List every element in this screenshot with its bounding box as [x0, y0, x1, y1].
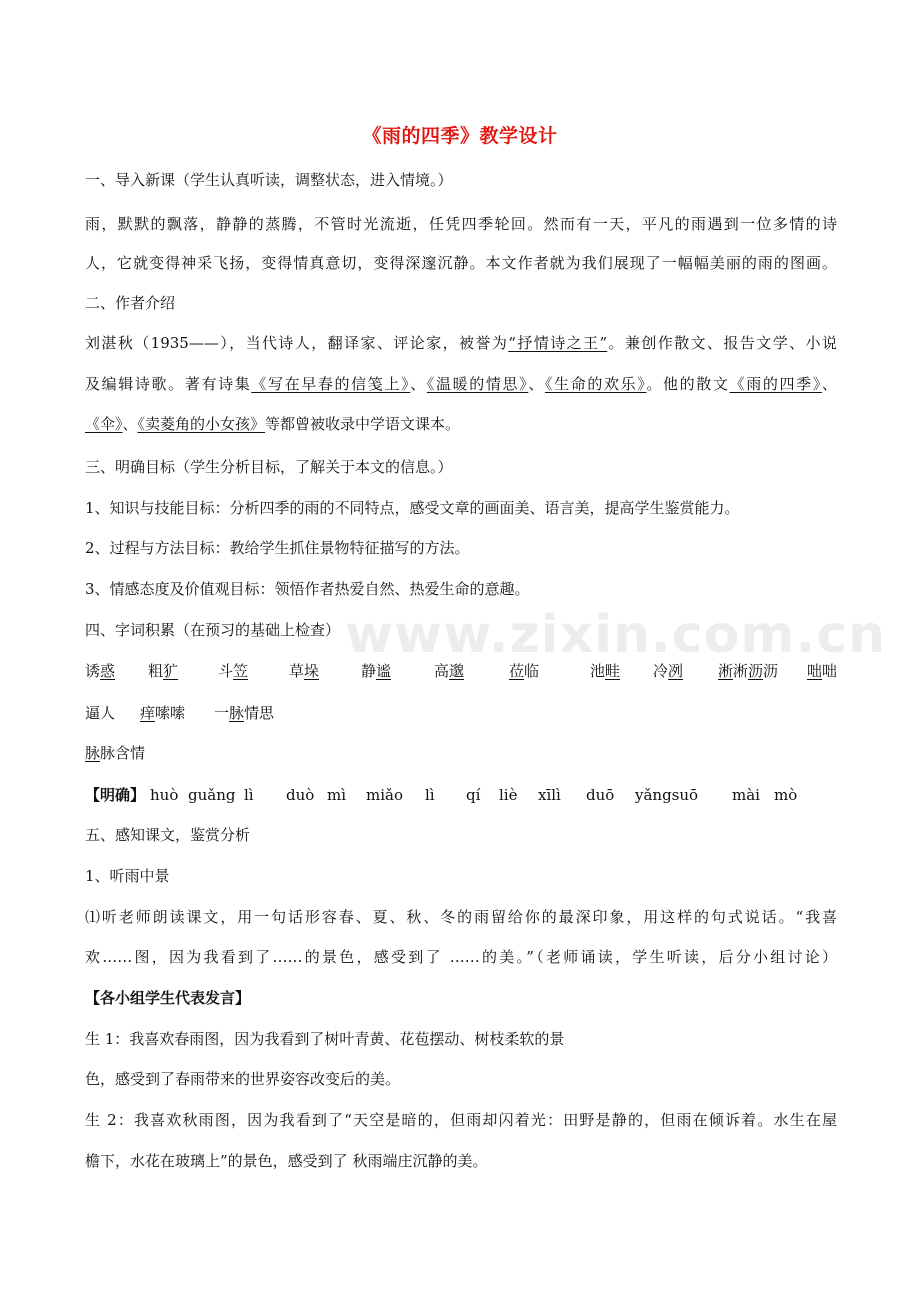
author-text: 。兼创作散文、报告文学、小说 [607, 334, 837, 352]
pinyin: mò [774, 786, 798, 804]
author-title-underlined: “抒情诗之王” [508, 334, 608, 352]
pinyin: xīlì [538, 786, 561, 804]
representatives-heading: 【各小组学生代表发言】 [85, 989, 251, 1007]
author-text: 及编辑诗歌。著有诗集 [85, 375, 252, 393]
pinyin: yǎngsuō [635, 786, 699, 804]
pinyin: qí [466, 786, 481, 804]
book-title: 《伞》 [85, 415, 123, 433]
student-1-line-1: 生 1：我喜欢春雨图，因为我看到了树叶青黄、花苞摆动、树枝柔软的景 [85, 1030, 565, 1048]
goal-1: 1、知识与技能目标：分析四季的雨的不同特点，感受文章的画面美、语言美，提高学生鉴赏能力。 [85, 499, 740, 517]
pinyin: guǎng [188, 786, 236, 804]
author-text: 。他的散文 [646, 375, 730, 393]
pinyin: lì [425, 786, 435, 804]
question-line-2: 欢……图，因为我看到了……的景色，感受到了 ……的美。”（老师诵读，学生听读，后分小组讨论） [85, 948, 837, 966]
pinyin: huò [150, 786, 179, 804]
vocab-word: 冷冽 [653, 662, 684, 680]
author-line-3 [85, 414, 460, 434]
separator: 、 [410, 375, 427, 393]
vocab-word: 池畦 [590, 662, 621, 680]
separator: 、 [528, 375, 545, 393]
book-title: 《雨的四季》 [729, 375, 822, 393]
vocab-word: 斗笠 [218, 662, 249, 680]
answer-label: 【明确】 [85, 786, 146, 804]
watermark: www.zixin.com.cn [345, 605, 887, 665]
vocab-word: 逼人 [85, 704, 116, 722]
vocab-word: 脉脉含情 [85, 744, 146, 762]
section-1-heading: 一、导入新课（学生认真听读，调整状态，进入情境。） [85, 171, 453, 189]
student-2-line-2: 檐下，水花在玻璃上”的景色，感受到了 秋雨端庄沉静的美。 [85, 1152, 488, 1170]
vocab-word: 粗犷 [148, 662, 179, 680]
author-line-2 [85, 374, 837, 394]
intro-paragraph-line-2: 人，它就变得神采飞扬，变得情真意切，变得深邃沉静。本文作者就为我们展现了一幅幅美丽的雨的图画。 [85, 254, 837, 272]
book-title: 《卖菱角的小女孩》 [137, 415, 266, 433]
answer-row [0, 785, 920, 805]
section-3-heading: 三、明确目标（学生分析目标，了解关于本文的信息。） [85, 458, 453, 476]
pinyin: lì [244, 786, 254, 804]
question-line-1: ⑴听老师朗读课文，用一句话形容春、夏、秋、冬的雨留给你的最深印象，用这样的句式说话。“我喜 [85, 908, 837, 926]
document-title: 《雨的四季》教学设计 [362, 125, 558, 147]
author-text: 刘湛秋（1935——），当代诗人，翻译家、评论家，被誉为 [85, 334, 509, 352]
pinyin: mì [327, 786, 347, 804]
separator: 、 [122, 415, 138, 433]
pinyin: miǎo [366, 786, 403, 804]
pinyin: duò [286, 786, 315, 804]
book-title: 《写在早春的信笺上》 [251, 375, 411, 393]
vocab-word: 咄咄 [807, 662, 838, 680]
section-5-heading: 五、感知课文，鉴赏分析 [85, 826, 251, 844]
author-line-1 [85, 333, 837, 353]
vocab-word: 静谧 [361, 662, 392, 680]
vocab-row [0, 703, 920, 723]
section-4-heading: 四、字词积累（在预习的基础上检查） [85, 621, 341, 639]
vocab-word: 痒嗦嗦 [140, 704, 186, 722]
author-text: 等都曾被收录中学语文课本。 [265, 415, 461, 433]
vocab-row [0, 661, 920, 681]
vocab-word: 诱惑 [85, 662, 116, 680]
goal-3: 3、情感态度及价值观目标：领悟作者热爱自然、热爱生命的意趣。 [85, 580, 530, 598]
vocab-word: 一脉情思 [214, 704, 275, 722]
vocab-word: 淅淅沥沥 [718, 662, 779, 680]
intro-paragraph-line-1: 雨，默默的飘落，静静的蒸腾，不管时光流逝，任凭四季轮回。然而有一天，平凡的雨遇到一位多情的诗 [85, 215, 837, 233]
book-title: 《温暖的情思》 [426, 375, 529, 393]
student-1-line-2: 色，感受到了春雨带来的世界姿容改变后的美。 [85, 1070, 401, 1088]
vocab-word: 高邈 [434, 662, 465, 680]
goal-2: 2、过程与方法目标：教给学生抓住景物特征描写的方法。 [85, 539, 470, 557]
book-title: 《生命的欢乐》 [544, 375, 647, 393]
vocab-word: 草垛 [289, 662, 320, 680]
pinyin: liè [499, 786, 518, 804]
section-2-heading: 二、作者介绍 [85, 294, 176, 312]
pinyin: mài [732, 786, 760, 804]
pinyin: duō [586, 786, 615, 804]
subsection-heading: 1、听雨中景 [85, 867, 170, 885]
student-2-line-1: 生 2：我喜欢秋雨图，因为我看到了“天空是暗的，但雨却闪着光：田野是静的，但雨在倾诉着。水生在屋 [85, 1111, 837, 1129]
separator: 、 [821, 375, 837, 393]
vocab-word: 莅临 [509, 662, 540, 680]
